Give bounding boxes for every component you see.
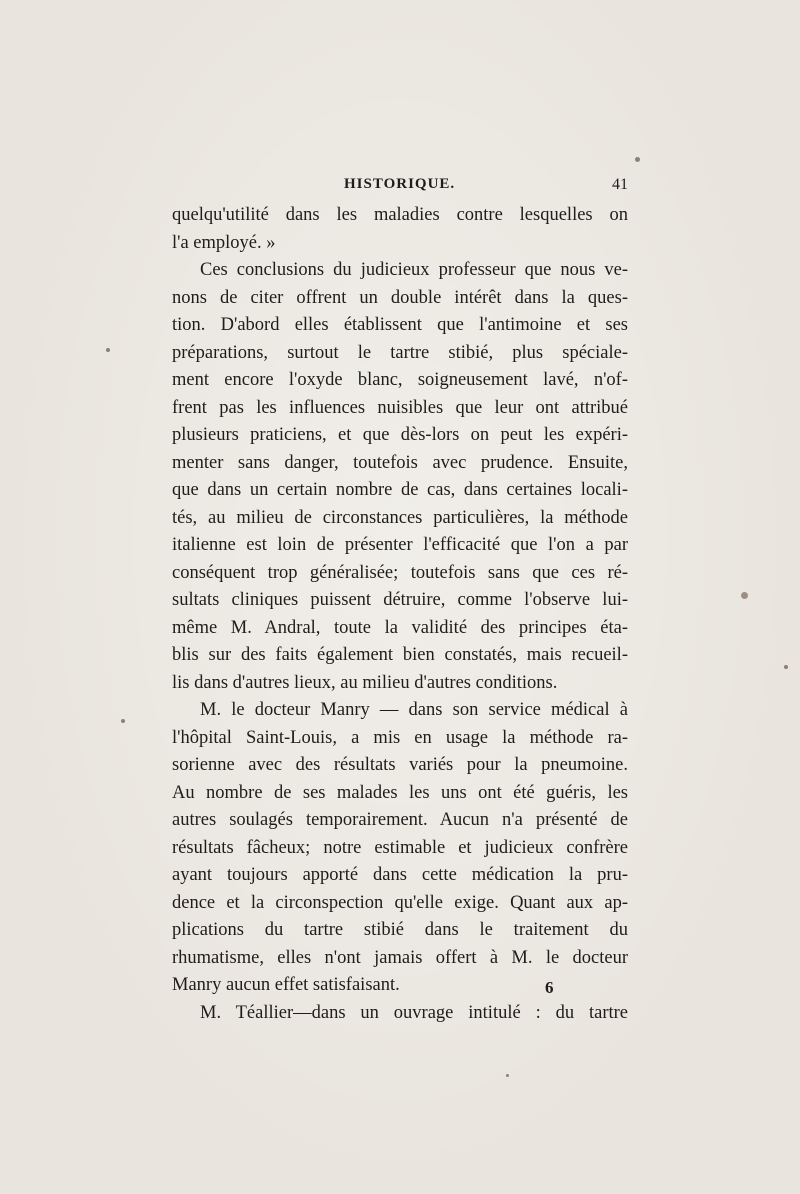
running-head: HISTORIQUE. [344,176,456,192]
text-line: résultats fâcheux; notre estimable et judicieux confrère [172,837,628,858]
text-line: italienne est loin de présenter l'efficacité que l'on a par [172,535,628,555]
text-line: Au nombre de ses malades les uns ont été guéris, les [172,782,628,803]
text-line: que dans un certain nombre de cas, dans certaines locali- [172,480,628,500]
text-line: M. le docteur Manry — dans son service médical à [200,700,628,720]
text-line: rhumatisme, elles n'ont jamais offert à M. le docteur [172,947,628,968]
paper-speck [635,157,640,162]
text-line: Ces conclusions du judicieux professeur que nous ve- [200,260,628,280]
body-text [172,202,628,1027]
text-line: lis dans d'autres lieux, au milieu d'autres conditions. [172,672,558,693]
text-line: dence et la circonspection qu'elle exige. Quant aux ap- [172,892,628,913]
paper-speck [121,719,125,723]
text-line: autres soulagés temporairement. Aucun n'a présenté de [172,810,628,830]
text-line: frent pas les influences nuisibles que leur ont attribué [172,397,628,418]
text-line: ment encore l'oxyde blanc, soigneusement lavé, n'of- [172,370,628,390]
paper-speck [506,1074,509,1077]
text-line: l'hôpital Saint-Louis, a mis en usage la méthode ra- [172,727,628,748]
text-line: l'a employé. » [172,232,276,253]
text-line: préparations, surtout le tartre stibié, plus spéciale- [172,342,628,363]
text-line: tion. D'abord elles établissent que l'antimoine et ses [172,315,628,335]
text-line: M. Téallier—dans un ouvrage intitulé : du tartre [200,1002,628,1023]
signature-mark: 6 [545,978,554,997]
text-line: blis sur des faits également bien constatés, mais recueil- [172,645,628,665]
text-line: nons de citer offrent un double intérêt dans la ques- [172,287,628,308]
text-line: ayant toujours apporté dans cette médication la pru- [172,865,628,885]
page-header [172,176,628,198]
paper-speck [784,665,788,669]
text-line: quelqu'utilité dans les maladies contre lesquelles on [172,205,628,225]
text-line: tés, au milieu de circonstances particulières, la méthode [172,507,628,528]
text-line: plusieurs praticiens, et que dès-lors on peut les expéri- [172,425,628,445]
text-line: même M. Andral, toute la validité des principes éta- [172,617,628,638]
text-line: plications du tartre stibié dans le traitement du [172,920,628,940]
text-line: sultats cliniques puissent détruire, comme l'observe lui- [172,590,628,610]
paper-speck [106,348,110,352]
page-number: 41 [612,176,628,193]
text-line: conséquent trop généralisée; toutefois sans que ces ré- [172,562,628,583]
text-line: menter sans danger, toutefois avec prudence. Ensuite, [172,452,628,473]
paper-speck [741,592,748,599]
text-line: Manry aucun effet satisfaisant. [172,975,400,995]
text-line: sorienne avec des résultats variés pour la pneumoine. [172,755,628,775]
